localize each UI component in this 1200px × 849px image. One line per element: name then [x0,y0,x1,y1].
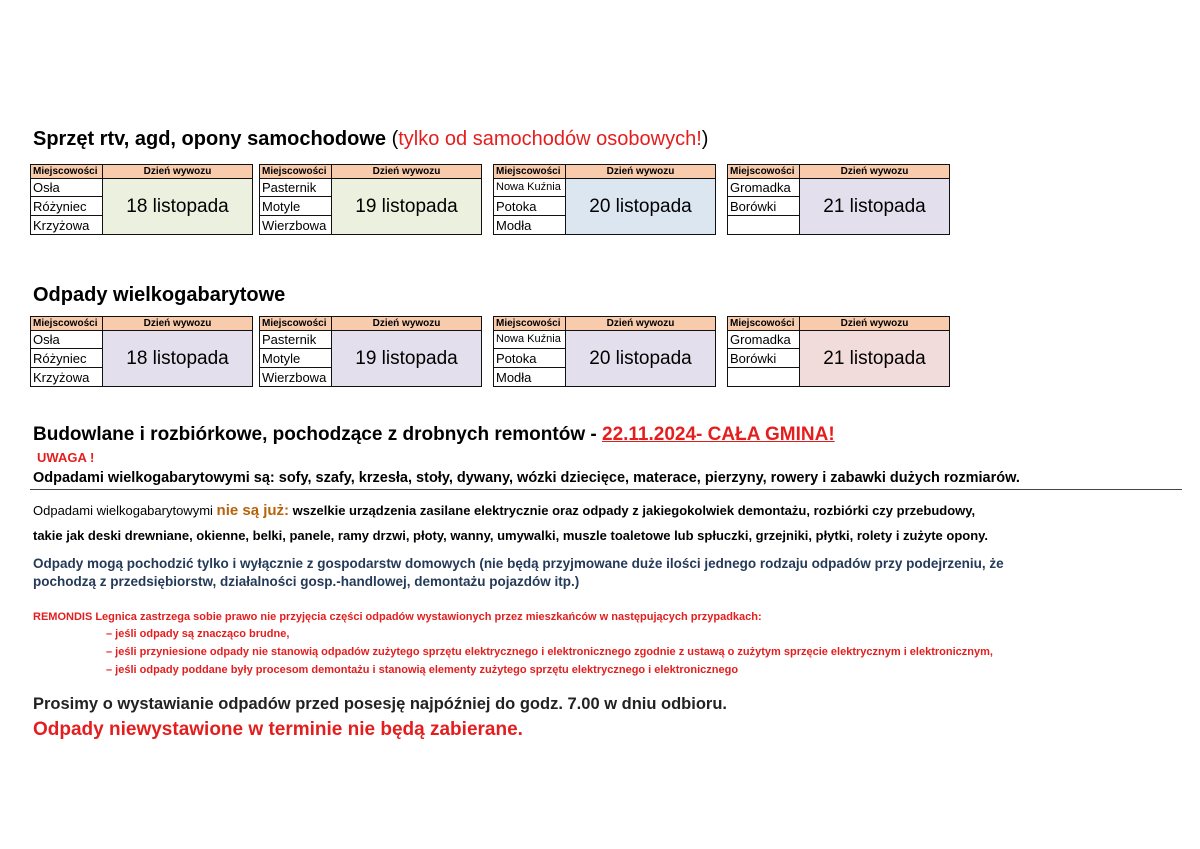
header-label: Miejscowości [728,165,800,179]
place-cell: Różyniec [31,349,103,368]
not-bulky-line1: Odpadami wielkogabarytowymi nie są już: wszelkie urządzenia zasilane elektrycznie oraz odpady z jakiegokolwiek demontażu, rozbiórki czy przebudowy, [33,502,976,519]
schedule-table [30,316,253,387]
remondis-item: – jeśli odpady poddane były procesom demontażu i stanowią elementy zużytego sprzętu elektrycznego i elektronicznego [106,664,739,676]
pickup-date: 19 listopada [332,331,482,387]
header-date: Dzień wywozu [103,317,253,331]
header-date: Dzień wywozu [800,165,950,179]
header-date: Dzień wywozu [332,317,482,331]
uwaga-label: UWAGA ! [37,450,95,465]
schedule-table [493,316,716,387]
place-cell: Borówki [728,349,800,368]
place-cell: Pasternik [260,331,332,349]
request-text: Prosimy o wystawianie odpadów przed posesję najpóźniej do godz. 7.00 w dniu odbioru. [33,695,728,713]
pickup-date: 21 listopada [800,331,950,387]
remondis-item: – jeśli przyniesione odpady nie stanowią odpadów zużytego sprzętu elektrycznego i elektronicznego zgodnie z ustawą o zużytym sprzęcie elektrycznym i elektronicznym, [106,646,993,658]
header-date: Dzień wywozu [332,165,482,179]
schedule-table [493,164,716,235]
place-cell: Różyniec [31,197,103,216]
place-cell: Gromadka [728,179,800,197]
place-cell [728,216,800,235]
place-cell: Nowa Kuźnia [494,331,566,349]
are-bulky-text: Odpadami wielkogabarytowymi są: sofy, szafy, krzesła, stoły, dywany, wózki dziecięce, materace, pierzyny, rowery i zabawki dużych rozmiarów. [33,470,1020,486]
remondis-item: – jeśli odpady są znacząco brudne, [106,628,290,640]
schedule-table [727,316,950,387]
header-date: Dzień wywozu [566,317,716,331]
pickup-date: 18 listopada [103,331,253,387]
place-cell: Pasternik [260,179,332,197]
place-cell: Wierzbowa [260,216,332,235]
remondis-intro: REMONDIS Legnica zastrzega sobie prawo nie przyjęcia części odpadów wystawionych przez mieszkańców w następujących przypadkach: [33,611,762,623]
header-label: Miejscowości [31,317,103,331]
header-label: Miejscowości [728,317,800,331]
pickup-date: 20 listopada [566,179,716,235]
pickup-date: 21 listopada [800,179,950,235]
place-cell: Motyle [260,349,332,368]
header-label: Miejscowości [260,317,332,331]
place-cell: Osła [31,331,103,349]
section-title-rtv-agd: Sprzęt rtv, agd, opony samochodowe (tylko od samochodów osobowych!) [33,128,709,150]
domestic-line2: pochodzą z przedsiębiorstw, działalności gosp.-handlowej, demontażu pojazdów itp.) [33,574,580,589]
schedule-table [727,164,950,235]
section-title-wielkogabarytowe: Odpady wielkogabarytowe [33,284,286,306]
place-cell: Nowa Kuźnia [494,179,566,197]
place-cell: Wierzbowa [260,368,332,387]
schedule-table [30,164,253,235]
place-cell: Motyle [260,197,332,216]
pickup-date: 20 listopada [566,331,716,387]
header-date: Dzień wywozu [566,165,716,179]
warning-text: Odpady niewystawione w terminie nie będą zabierane. [33,719,523,740]
place-cell: Krzyżowa [31,368,103,387]
not-bulky-line2: takie jak deski drewniane, okienne, belki, panele, ramy drzwi, płoty, wanny, umywalki, muszle toaletowe lub spłuczki, grzejniki, płytki, rolety i zużyte opony. [33,528,989,543]
place-cell: Modła [494,368,566,387]
header-label: Miejscowości [31,165,103,179]
place-cell: Potoka [494,197,566,216]
place-cell: Osła [31,179,103,197]
pickup-date: 18 listopada [103,179,253,235]
place-cell: Gromadka [728,331,800,349]
schedule-table [259,316,482,387]
place-cell: Krzyżowa [31,216,103,235]
header-date: Dzień wywozu [103,165,253,179]
budowlane-heading: Budowlane i rozbiórkowe, pochodzące z drobnych remontów - 22.11.2024- CAŁA GMINA! [33,424,835,445]
place-cell: Potoka [494,349,566,368]
budowlane-date: 22.11.2024- CAŁA GMINA! [602,424,835,445]
header-date: Dzień wywozu [800,317,950,331]
schedule-table [259,164,482,235]
place-cell: Modła [494,216,566,235]
header-label: Miejscowości [494,317,566,331]
domestic-line1: Odpady mogą pochodzić tylko i wyłącznie z gospodarstw domowych (nie będą przyjmowane duże ilości jednego rodzaju odpadów przy podejrzeniu, że [33,556,1004,571]
pickup-date: 19 listopada [332,179,482,235]
place-cell [728,368,800,387]
header-label: Miejscowości [260,165,332,179]
divider-line [30,489,1182,490]
header-label: Miejscowości [494,165,566,179]
place-cell: Borówki [728,197,800,216]
